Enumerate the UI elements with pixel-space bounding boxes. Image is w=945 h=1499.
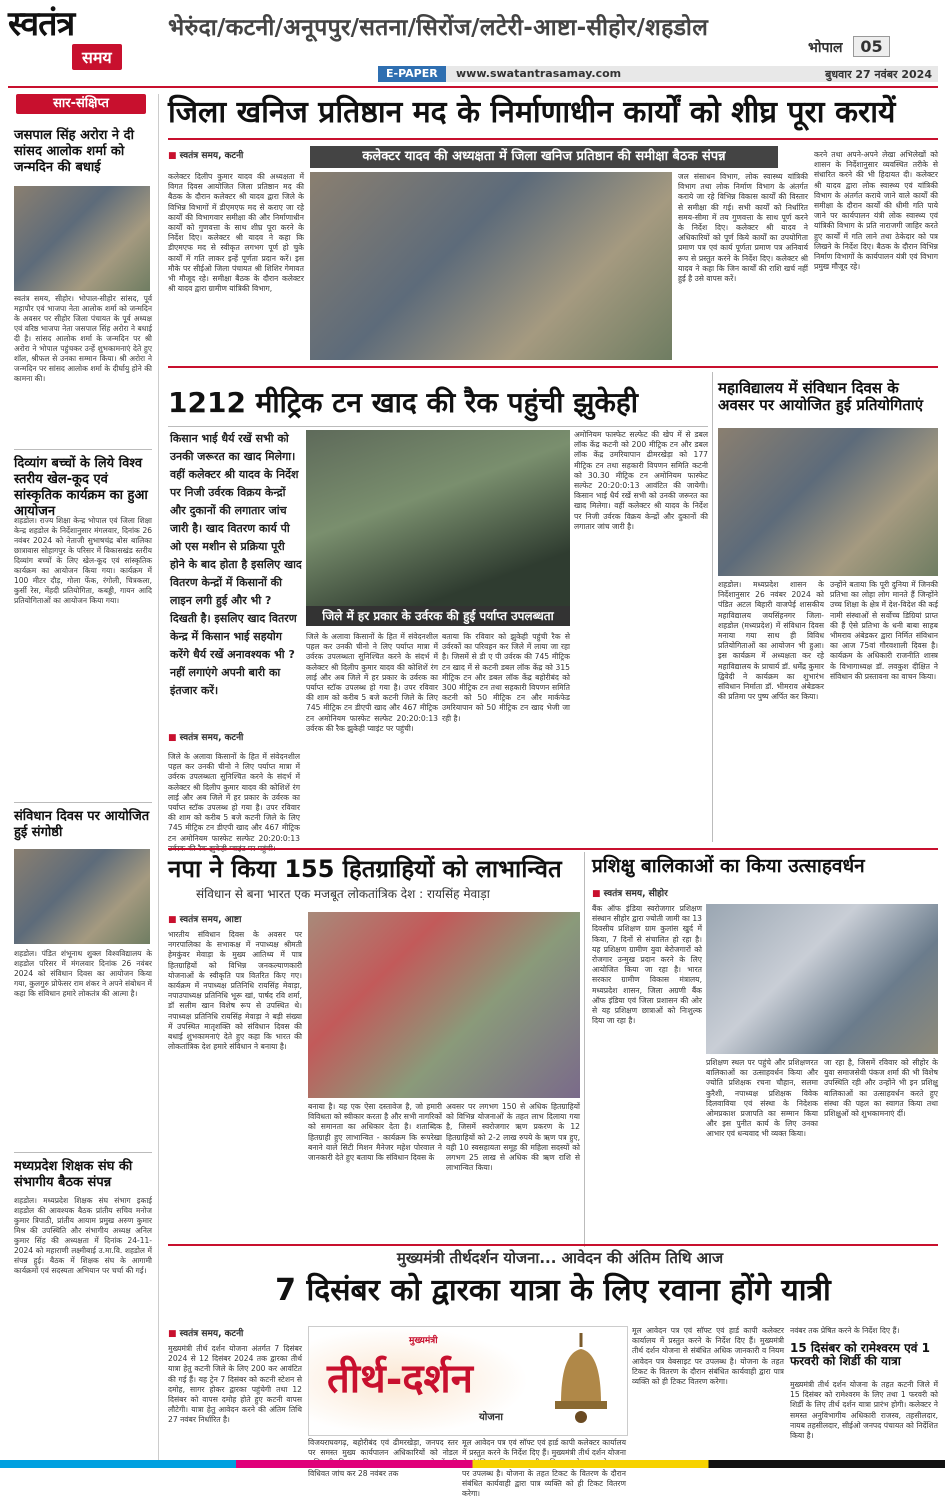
divider [168,1244,938,1246]
story-4-photo [308,912,580,1098]
story-2-col-3: अमोनियम फास्फेट सल्फेट की खेप में से डबल लॉक केंद्र कटनी को 200 मीट्रिक टन और डबल लॉक केंद्र उमरियापान ढीमरखेड़ा को 177 मीट्रिक टन तथा सहकारी विपणन समिति कटनी को 30.30 मीट्रिक टन अमोनियम फास्फेट सल्फेट 20:20:0:13 आवंटित की जायेगी। किसान भाई धैर्य रखें सभी को उनकी जरूरत का खाद मिलेगा। वहीं कलेक्टर श्री यादव के निर्देश पर निजी उर्वरक विक्रय केन्द्रों और दुकानों की लगातार जांच जारी है। [574,430,708,531]
story-2-byline: ■ स्वतंत्र समय, कटनी [168,730,300,743]
story-4-subhead: संविधान से बना भारत एक मजबूत लोकतांत्रिक देश : रायसिंह मेवाड़ा [196,887,490,901]
story-3-headline: महाविद्यालय में संविधान दिवस के अवसर पर आयोजित हुई प्रतियोगिताएं [718,379,924,414]
website-link[interactable]: www.swatantrasamay.com [456,67,622,80]
epaper-tag: E-PAPER [378,66,446,82]
divider [584,852,585,1247]
story-6-byline: ■ स्वतंत्र समय, कटनी [168,1326,318,1339]
story-4-col-3: अवसर पर लगभग 150 से अधिक हितग्राहियों को विभिन्न योजनाओं के तहत लाभ दिलाया गया है, जिसमें स्वरोजगार ऋण प्रकरण के 12 हितग्राहियों को 2-2 लाख रुपये के ऋण पत्र हुए, वही 10 स्वसहायता समूह की महिला सदस्यों को लगभग 25 लाख से अधिक की ऋण राशि से लाभान्वित किया। [446,1102,580,1173]
brief-1-headline: जसपाल सिंह अरोरा ने दी सांसद आलोक शर्मा को जन्मदिन की बधाई [14,128,134,175]
story-1-photo [310,172,672,360]
story-4-byline: ■ स्वतंत्र समय, आष्टा [168,912,288,925]
story-6-col-3: मूल आवेदन पत्र एवं सॉफ्ट एवं हार्ड कापी कलेक्टर कार्यालय में प्रस्तुत करने के निर्देश दिए हैं। मुख्यमंत्री तीर्थ दर्शन योजना से संबंधित अधिक जानकारी व नियम आवेदन पत्र वेबसाइट पर उपलब्ध है। योजना के तहत टिकट के वितरण के दौरान संबंधित कार्यवाही द्वारा पात्र व्यक्ति को ही टिकट वितरण करेगा। [632,1326,784,1387]
edition-cities: भेरुंदा/कटनी/अनूपपुर/सतना/सिरोंज/लटेरी-आष्टा-सीहोर/शहडोल [168,15,709,41]
story-6-col-2: विजयराघवगढ़, बहोरीबंद एवं ढीमरखेड़ा, जनपद स्तर पर समस्त मुख्य कार्यपालन अधिकारियों को नोडल विधिवत जांच कर 28 नवंबर तक [308,1438,458,1478]
tirth-darshan-logo [308,1326,628,1436]
story-6-col-4: नवंबर तक प्रेषित करने के निर्देश दिए हैं। [790,1326,900,1335]
brief-2-text: शहडोल। राज्य शिक्षा केन्द्र भोपाल एवं जिला शिक्षा केन्द्र शहडोल के निर्देशानुसार मंगलवार, दिनांक 26 नवंबर 2024 को नेताजी सुभाषचंद्र बोस बालिका छात्रावास सोहागपुर के परिसर में विकासखंड स्तरीय दिव्यांग बच्चों के लिए खेल-कूद एवं सांस्कृतिक कार्यक्रम का आयोजन किया गया। कार्यक्रम में 100 मीटर दौड़, गोला फेंक, रंगोली, चित्रकला, कुर्सी रेस, मेंहदी प्रतियोगिता, कबड्डी, गायन आदि प्रतियोगिताओं का आयोजन किया गया। [14,516,152,605]
story-5-col-1: बैंक ऑफ इंडिया स्वरोजगार प्रशिक्षण संस्थान सीहोर द्वारा ज्योती जामी का 13 दिवसीय प्रशिक्षण ग्राम कुलांस खुर्द में किया, 7 दिनों से संचालित हो रहा है। यह प्रशिक्षण ग्रामीण युवा बेरोजगारों को रोजगार उन्मुख प्रदान करने के लिए आयोजित किया जा रहा है। भारत सरकार ग्रामीण विकास मंत्रालय, मध्यप्रदेश शासन, जिला अग्रणी बैंक ऑफ इंडिया एवं जिला प्रशासन की ओर से यह प्रशिक्षण छात्राओं को निःशुल्क दिया जा रहा है। [592,904,702,1026]
story-2-headline: 1212 मीट्रिक टन खाद की रैक पहुंची झुकेही [168,386,639,419]
story-3-col-1: शहडोल। मध्यप्रदेश शासन के निर्देशानुसार 26 नवंबर 2024 को पंडित अटल बिहारी वाजपेई शासकीय महाविद्यालय जयसिंहनगर जिला-शहडोल (मध्यप्रदेश) में संविधान दिवस मनाया गया साथ ही विविध प्रतियोगिताओं का आयोजन भी हुआ। इस कार्यक्रम में अध्यक्षता कर रहे महाविद्यालय के प्राचार्य डॉ. धर्मेंद्र कुमार द्विवेदी ने कार्यक्रम का शुभारंभ संविधान निर्माता डॉ. भीमराव अंबेडकर की प्रतिमा पर पुष्प अर्पित कर किया। [718,580,824,702]
logo-bottom-text: समय [72,44,122,70]
page-number: 05 [853,36,889,57]
logo-small-text: मुख्यमंत्री [409,1336,438,1346]
registration-color-bar [0,1460,945,1468]
brief-3-photo [14,849,150,944]
divider [168,138,938,140]
story-5-byline: ■ स्वतंत्र समय, सीहोर [592,886,742,899]
story-2-caption: जिले में हर प्रकार के उर्वरक की हुई पर्याप्त उपलब्धता [306,606,570,626]
logo-tag-text: योजना [479,1412,503,1423]
story-6-box-text: मुख्यमंत्री तीर्थ दर्शन योजना के तहत कटनी जिले में 15 दिसंबर को रामेश्वरम के लिए तथा 1 फरवरी को शिर्डी के लिए तीर्थ दर्शन यात्रा प्रारंभ होगी। कलेक्टर ने समस्त अनुविभागीय अधिकारी राजस्व, तहसीलदार, नायब तहसीलदार, सीईओ जनपद पंचायत को निर्देशित किया है। [790,1380,938,1441]
temple-bell-icon [541,1333,621,1429]
divider [14,802,152,803]
story-3-photo [718,428,938,576]
story-2-col-1: जिले के अलावा किसानों के हित में संवेदनशील पहल कर उनकी चीनो ने लिए पर्याप्त मात्रा में उर्वरक उपलब्धता सुनिश्चित करने के संदर्भ में कलेक्टर श्री दिलीप कुमार यादव की कोशिशें रंग लाई और अब जिले में हर प्रकार के उर्वरक का पर्याप्त स्टॉक उपलब्ध हो गया है। उपर रविवार की शाम को करीब 5 बजे कटनी जिले के लिए 745 मीट्रिक टन डीएपी खाद और 467 मीट्रिक टन अमोनियम फास्फेट सल्फेट 20:20:0:13 उर्वरक की रैक झुकेही प्वाइंट पर पहुंची। [306,632,438,733]
story-2-photo [306,430,570,606]
masthead-rule [8,86,938,88]
brief-2-headline: दिव्यांग बच्चों के लिये विश्व स्तरीय खेल-कूद एवं सांस्कृतिक कार्यक्रम का हुआ आयोजन [14,456,148,519]
epaper-bar [378,66,938,82]
edition-label [808,36,898,58]
brief-1-text: स्वतंत्र समय, सीहोर। भोपाल-सीहोर सांसद, पूर्व महापौर एवं भाजपा नेता आलोक शर्मा को जन्मदिन के अवसर पर सीहोर जिला पंचायत के पूर्व अध्यक्ष एवं वरिष्ठ भाजपा नेता जसपाल सिंह अरोरा ने बधाई दी है। सांसद आलोक शर्मा के जन्मदिन पर श्री अरोरा ने भोपाल पहुंचकर उन्हें शुभकामनाएं देते हुए शॉल, श्रीफल से उनका सम्मान किया। श्री अरोरा ने जन्मदिन पर सांसद आलोक शर्मा के दीर्घायु होने की कामना की। [14,294,152,383]
story-5-photo [706,904,938,1054]
story-1-subhead: कलेक्टर यादव की अध्यक्षता में जिला खनिज प्रतिष्ठान की समीक्षा बैठक संपन्न [310,146,778,168]
newspaper-logo [8,6,158,68]
brief-3-text: शहडोल। पंडित शंभूनाथ शुक्ल विश्वविद्यालय के शहडोल परिसर में मंगलवार दिनांक 26 नवंबर 2024 को संविधान दिवस का आयोजन किया गया, कुलगुरु प्रोफेसर राम शंकर ने अपने संबोधन में कहा कि संविधान हमारे लोकतंत्र की आत्मा है। [14,949,152,998]
divider [14,1152,152,1153]
logo-main-text: तीर्थ-दर्शन [327,1355,473,1402]
divider [14,449,152,450]
story-4-col-1: भारतीय संविधान दिवस के अवसर पर नगरपालिका के सभाकक्ष में नपाध्यक्ष श्रीमती हेमकुंवर मेवाड़ा के मुख्य आतिथ्य में पात्र हितग्राहियों को विभिन्न जनकल्याणकारी योजनाओं के स्वीकृति पत्र वितरित किए गए। कार्यक्रम में नपाध्यक्ष प्रतिनिधि रायसिंह मेवाड़ा, नपाउपाध्यक्ष प्रतिनिधि भूरू खां, पार्षद रवि शर्मा, डॉ सलीम खान विशेष रूप से उपस्थित थे। नपाध्यक्ष प्रतिनिधि रायसिंह मेवाड़ा ने बड़ी संख्या में उपस्थित मातृशक्ति को संविधान दिवस की बधाई शुभकामनाएं देते हुए कहा कि भारत की लोकतांत्रिक देश हमारे संविधान ने बनाया है। [168,930,302,1052]
divider [168,426,708,427]
story-1-col-1: कलेक्टर दिलीप कुमार यादव की अध्यक्षता में विगत दिवस आयोजित जिला प्रतिष्ठान मद की बैठक के दौरान कलेक्टर श्री यादव द्वारा जिले के विभिन्न विभागों में डीएमएफ मद से कराए जा रहे कार्यों की विभागवार समीक्षा की और निर्माणाधीन कार्यों को गुणवत्ता के साथ शीघ्र पूरा करने के निर्देश दिए। कलेक्टर श्री यादव ने कहा कि डीएमएफ मद से स्वीकृत लगभग पूर्ण हो चुके कार्यों में गति लाकर इन्हें पूर्णता प्रदान करें। इस मौके पर सीईओ जिला पंचायत श्री शिशिर गेमावत भी मौजूद रहे। समीक्षा बैठक के दौरान कलेक्टर श्री यादव द्वारा ग्रामीण यांत्रिकी विभाग, [168,172,304,294]
story-1-col-3: करने तथा अपने-अपने लेखा अभिलेखों को शासन के निर्देशानुसार व्यवस्थित तरीके से संधारित करने की भी हिदायत दी। कलेक्टर श्री यादव द्वारा लोक स्वास्थ्य एवं यांत्रिकी विभाग के अंतर्गत कराये जाने वाले कार्यों की समीक्षा के दौरान कार्यों की धीमी गति पाये जाने पर कार्यपालन यंत्री लोक स्वास्थ्य एवं यांत्रिकी विभाग के प्रति नाराजगी जाहिर करते हुए कार्यों में गति लाने तथा ठेकेदार को पत्र लिखने के निर्देश दिए। बैठक के दौरान विभिन्न निर्माण विभागों के कार्यपालन यंत्री एवं विभाग प्रमुख मौजूद रहे। [814,150,938,272]
story-5-headline: प्रशिक्षु बालिकाओं का किया उत्साहवर्धन [592,855,865,877]
story-2-col-0: जिले के अलावा किसानों के हित में संवेदनशील पहल कर उनकी चीनो ने लिए पर्याप्त मात्रा में उर्वरक उपलब्धता सुनिश्चित करने के संदर्भ में कलेक्टर श्री दिलीप कुमार यादव की कोशिशें रंग लाई और अब जिले में हर प्रकार के उर्वरक का पर्याप्त स्टॉक उपलब्ध हो गया है। उपर रविवार की शाम को करीब 5 बजे कटनी जिले के लिए 745 मीट्रिक टन डीएपी खाद और 467 मीट्रिक टन अमोनियम फास्फेट सल्फेट 20:20:0:13 [168,752,300,843]
divider [168,848,938,850]
story-2-col-2: बताया कि रविवार को झुकेही पहुंची रैक से उर्वरकों का परिवहन कर जिले में लाया जा रहा है। जिसमें से डी ए पी उर्वरक की 745 मीट्रिक टन खाद में से कटनी डबल लॉक केंद्र को 315 मीट्रिक टन और डबल लॉक केंद्र बहोरीबंद को 300 मीट्रिक टन तथा सहकारी विपणन समिति कटनी को 50 मीट्रिक टन और मार्कफेड उमरियापान को 50 मीट्रिक टन खाद भेजी जा रही है। [442,632,570,723]
issue-date: बुधवार 27 नवंबर 2024 [825,68,932,81]
story-6-kicker: मुख्यमंत्री तीर्थदर्शन योजना... आवेदन की अंतिम तिथि आज [396,1249,724,1267]
story-6-col-1: मुख्यमंत्री तीर्थ दर्शन योजना अंतर्गत 7 दिसंबर 2024 से 12 दिसंबर 2024 तक द्वारका तीर्थ यात्रा हेतु कटनी जिले के लिए 200 कर आवंटित की गई हैं। यह ट्रेन 7 दिसंबर को कटनी स्टेशन से दमोह, सागर होकर द्वारका पहुंचेगी तथा 12 दिसंबर को वापस दमोह होते हुए कटनी वापस लौटेगी। यात्रा हेतु आवेदन करने की अंतिम तिथि 27 नवंबर निर्धारित है। [168,1344,302,1425]
brief-3-headline: संविधान दिवस पर आयोजित हुई संगोष्ठी [14,809,150,840]
sidebar-tag: सार-संक्षिप्त [16,94,146,114]
story-1-byline: ■ स्वतंत्र समय, कटनी [168,148,308,161]
story-6-col-2b: मूल आवेदन पत्र एवं सॉफ्ट एवं हार्ड कापी कलेक्टर कार्यालय में प्रस्तुत करने के निर्देश दिए हैं। मुख्यमंत्री तीर्थ दर्शन योजना पर उपलब्ध है। योजना के तहत टिकट के वितरण के दौरान संबंधित कार्यवाही द्वारा पात्र व्यक्ति को ही टिकट वितरण करेगा। [462,1438,626,1499]
story-4-col-2: बनाया है। यह एक ऐसा दस्तावेज है, जो हमारी विविधता को स्वीकार करता है और सभी नागरिकों को समानता का अधिकार देता है। शताब्दिक हितग्राही हुए लाभान्वित - कार्यक्रम कि रूपरेखा बनाने वाले सिटी मिशन मैनेजर महेश पोरवाल ने जानकारी देते हुए बताया कि संविधान दिवस के [308,1102,442,1163]
brief-4-headline: मध्यप्रदेश शिक्षक संघ की संभागीय बैठक संपन्न [14,1159,133,1190]
story-1-headline: जिला खनिज प्रतिष्ठान मद के निर्माणाधीन कार्यों को शीघ्र पूरा करायें [168,95,896,130]
story-1-col-2: जल संसाधन विभाग, लोक स्वास्थ्य यांत्रिकी विभाग तथा लोक निर्माण विभाग के अंतर्गत कराये जा रहे विभिन्न विकास कार्यों की विस्तार से समीक्षा की गई। सभी कार्यों को निर्धारित समय-सीमा में तय गुणवत्ता के साथ पूर्ण करने के निर्देश दिए। कलेक्टर श्री यादव ने अधिकारियों को पूर्ण किये कार्यों का उपयोगिता प्रमाण पत्र एवं कार्य पूर्णता प्रमाण पत्र अनिवार्य रूप से प्रस्तुत करने के निर्देश दिए। कलेक्टर श्री यादव ने कहा कि जिन कार्यों की राशि खर्च नहीं हुई है उसे वापस करें। [678,172,808,284]
logo-top-text: स्वतंत्र [8,4,75,44]
brief-4-text: शहडोल। मध्यप्रदेश शिक्षक संघ संभाग इकाई शहडोल की आवश्यक बैठक प्रांतीय सचिव मनोज कुमार त्रिपाठी, प्रांतीय आयाम प्रमुख अरुण कुमार मिश्र की उपस्थिति और संभागीय अध्यक्ष अनिल कुमार सिंह की अध्यक्षता में दिनांक 24-11-2024 को महाराणी लक्ष्मीबाई उ.मा.वि. शहडोल में संपन्न हुई। बैठक में शिक्षक संघ के आगामी कार्यक्रमों एवं सदस्यता अभियान पर चर्चा की गई। [14,1196,152,1275]
sidebar-brief [8,94,159,1464]
story-3-col-2: उन्होंने बताया कि पूरी दुनिया में जिनकी प्रतिभा का लोहा लोग मानते हैं जिन्होंने उच्च शिक्षा के क्षेत्र में देश-विदेश की कई नामी संस्थाओं से सर्वोच्च डिग्रियां प्राप्त की हैं ऐसे प्रतिभा के धनी बाबा साहब भीमराव अंबेडकर द्वारा निर्मित संविधान का आज 75वां गौरवशाली दिवस है। कार्यक्रम के अधिकारी राजनीति शास्त्र के विभागाध्यक्ष डॉ. लवकुश दीक्षित ने संविधान की प्रस्तावना का वाचन किया। [830,580,938,681]
divider [712,372,713,842]
story-6-box-headline: 15 दिसंबर को रामेश्वरम एवं 1 फरवरी को शिर्डी की यात्रा [790,1341,930,1369]
story-5-col-3: जा रहा है, जिसमें रविवार को सीहोर के युवा समाजसेवी पंकज शर्मा की भी विशेष उपस्थिति रही और उन्होंने भी इन प्रशिक्षु बालिकाओं का उत्साहवर्धन करते हुए संस्था की पहल का स्वागत किया तथा प्रशिक्षुओं को शुभकामनाएं दीं। [824,1058,938,1119]
divider [168,366,938,368]
brief-1-photo [14,186,150,291]
story-6-headline: 7 दिसंबर को द्वारका यात्रा के लिए रवाना होंगे यात्री [275,1273,831,1308]
story-5-col-2: प्रशिक्षण स्थल पर पहुंचे और प्रशिक्षणरत बालिकाओं का उत्साहवर्धन किया और ज्योति प्रशिक्षक रचना चौहान, सलमा कुरैशी, नपाध्यक्ष प्रशिक्षक विवेक दिलवाविया एवं संस्था के निदेशक ओमप्रकाश प्रजापति का सम्मान किया और इस पुनीत कार्य के लिए उनका आभार एवं धन्यवाद भी व्यक्त किया। [706,1058,818,1139]
story-4-headline: नपा ने किया 155 हितग्राहियों को लाभान्वित [168,855,562,883]
edition-name: भोपाल [808,40,843,56]
story-2-pullquote: किसान भाई धैर्य रखें सभी को उनकी जरूरत का खाद मिलेगा। वहीं कलेक्टर श्री यादव के निर्देश पर निजी उर्वरक विक्रय केन्द्रों और दुकानों की लगातार जांच जारी है। खाद वितरण कार्य पी ओ एस मशीन से प्रक्रिया पूरी होने के बाद होता है इसलिए खाद वितरण केन्द्रों में किसानों की लाइन लगी हुई और भी ? दिखती है। इसलिए खाद वितरण केन्द्र में किसान भाई सहयोग करेंगे धैर्य रखें अनावश्यक भी ? नहीं लगाएंगे अपनी बारी का इंतजार करें। [170,432,302,697]
